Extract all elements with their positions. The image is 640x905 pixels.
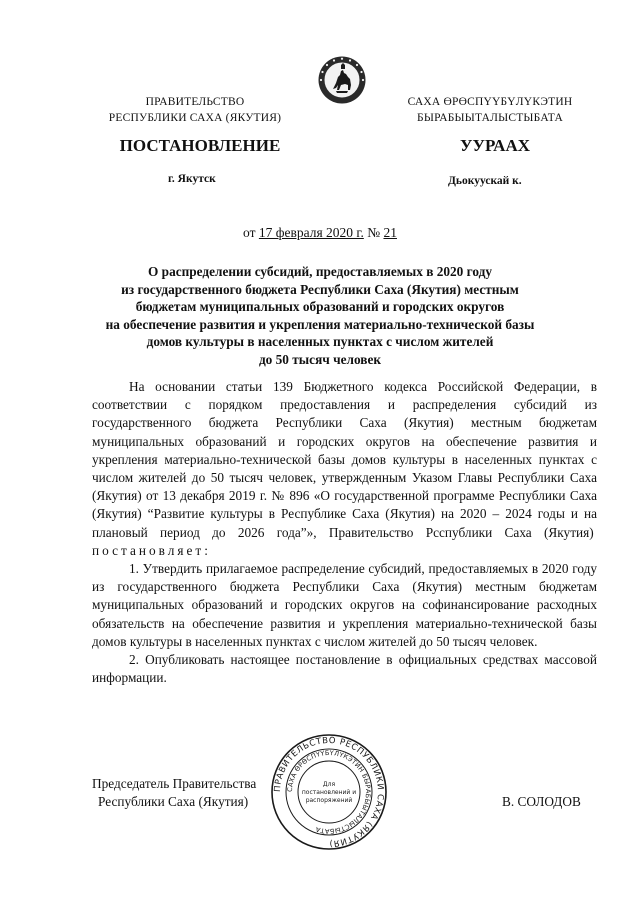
date-line [0, 225, 640, 241]
subject-line: из государственного бюджета Республики Саха (Якутия) местным [121, 281, 519, 297]
official-stamp [270, 733, 388, 851]
subject-line: до 50 тысяч человек [258, 351, 382, 367]
signatory-name: В. СОЛОДОВ [502, 794, 581, 809]
document-type-ru: ПОСТАНОВЛЕНИЕ [119, 136, 281, 155]
number-prefix: № [367, 225, 381, 240]
government-name-sakha-line1: САХА ӨРӨСПҮҮБҮЛҮКЭТИН [407, 96, 573, 108]
stamp-center-line1: Для [322, 781, 336, 788]
government-name-ru [85, 94, 305, 126]
stamp-ring-text: ПРАВИТЕЛЬСТВО РЕСПУБЛИКИ САХА (ЯКУТИЯ) [272, 735, 386, 849]
subject-line: на обеспечение развития и укрепления материально-технической базы [105, 316, 535, 332]
document-type-sakha: УУРААХ [460, 136, 530, 155]
government-name-sakha [380, 94, 600, 126]
document-body [92, 378, 597, 687]
document-subject [95, 263, 545, 368]
clause-2: 2. Опубликовать настоящее постановление в официальных средствах массовой информации. [92, 652, 597, 686]
signatory-position-line2: Республики Саха (Якутия) [98, 794, 249, 809]
signatory-position-line1: Председатель Правительства [92, 776, 257, 791]
date-prefix: от [243, 225, 256, 240]
city-sakha: Дьокуускай к. [448, 175, 522, 187]
subject-line: О распределении субсидий, предоставляемых в 2020 году [148, 264, 492, 279]
document-number: 21 [383, 225, 397, 240]
stamp-center-line2: постановлений и [301, 789, 357, 796]
government-name-ru-line2: РЕСПУБЛИКИ САХА (ЯКУТИЯ) [108, 112, 282, 124]
preamble-paragraph [92, 378, 597, 560]
city-ru: г. Якутск [168, 173, 216, 185]
coat-of-arms-icon [317, 55, 367, 105]
stamp-center-line3: распоряжений [305, 797, 353, 804]
preamble-text: На основании статьи 139 Бюджетного кодекса Российской Федерации, в соответствии с порядком предоставления и распределения субсидий из государственного бюджета Республики Саха (Якутия) местным бюджетам муниципальных образований и городских округов на обеспечение развития и укрепления материально-технической базы домов культуры в населенных пунктах с числом жителей до 50 тысяч человек, утвержденным Указом Главы Республики Саха (Якутия) от 13 декабря 2019 г. № 896 «О государственной программе Республики Саха (Якутия) “Развитие культуры в Республике Саха (Якутия) на 2020 – 2024 годы и на плановый период до 2026 года”», Правительство Рсспублики Саха (Якутия) [92, 379, 597, 540]
decree-word: постановляет: [92, 542, 211, 558]
government-name-ru-line1: ПРАВИТЕЛЬСТВО [145, 96, 245, 108]
clause-1: 1. Утвердить прилагаемое распределение субсидий, предоставляемых в 2020 году из государственного бюджета Республики Саха (Якутия) местным бюджетам муниципальных образований и городских округов на софинансирование расходных обязательств на обеспечение развития и укрепления материально-технической базы домов культуры в населенных пунктах с числом жителей до 50 тысяч человек. [92, 561, 597, 649]
subject-line: домов культуры в населенных пунктах с числом жителей [146, 334, 494, 349]
government-name-sakha-line2: БЫРАБЫЫТАЛЫСТЫБАТА [417, 112, 563, 124]
signatory-position [92, 775, 292, 811]
subject-line: бюджетам муниципальных образований и городских округов [135, 299, 505, 314]
stamp-inner-ring-text: САХА ӨРӨСПҮҮБҮЛҮКЭТИН БЫРАБЫЫТАЛЫСТЫБАТА [285, 748, 373, 836]
document-date: 17 февраля 2020 г. [258, 225, 364, 240]
